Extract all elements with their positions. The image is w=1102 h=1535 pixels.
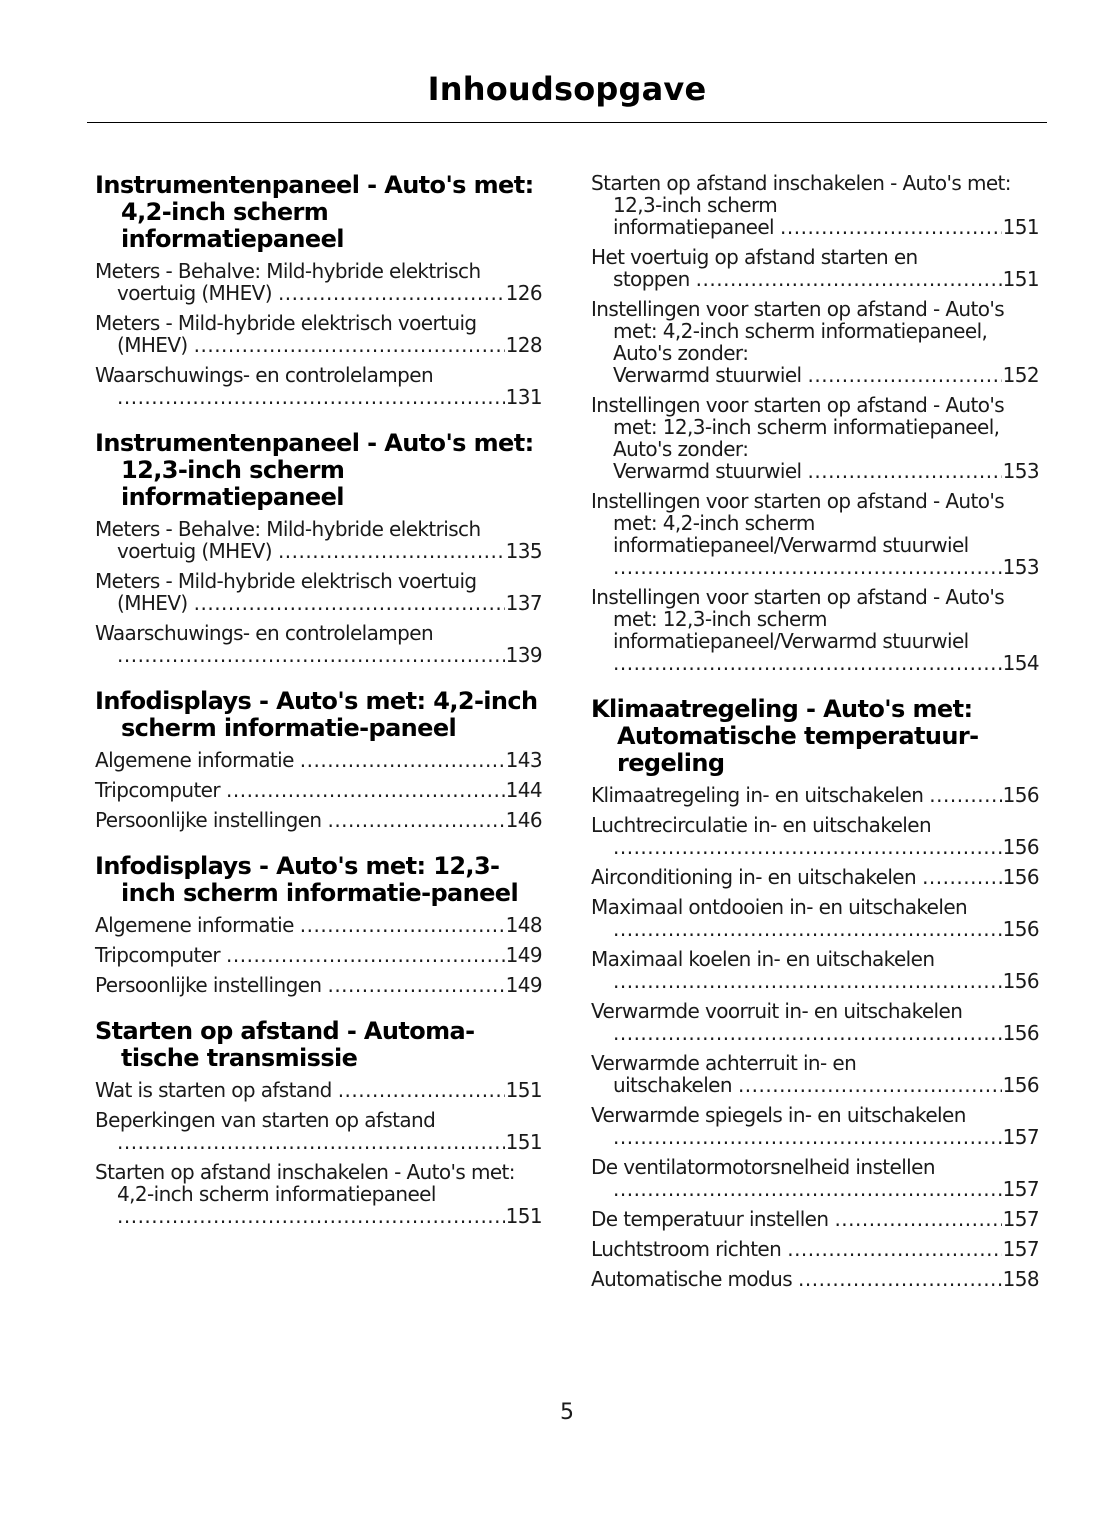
entry-text-tail: Automatische modus	[591, 1267, 793, 1291]
dot-leader	[613, 652, 1002, 674]
toc-entry[interactable]	[95, 944, 542, 966]
dot-leader	[808, 364, 1002, 386]
entry-leader-line	[117, 1205, 542, 1227]
entry-text: Verwarmde achterruit in- en	[591, 1051, 857, 1075]
entry-text-tail: (MHEV)	[117, 591, 188, 615]
entry-leader-line	[613, 1022, 1039, 1044]
dot-leader	[834, 1208, 1001, 1230]
entry-leader-line	[613, 918, 1039, 940]
entry-text-tail: De temperatuur instellen	[591, 1207, 829, 1231]
entry-text: Maximaal koelen in- en uitschakelen	[591, 947, 935, 971]
entry-page-number: 151	[1002, 267, 1039, 291]
entry-leader-line	[95, 944, 542, 966]
entry-leader-line	[591, 784, 1039, 806]
toc-column-left	[95, 172, 542, 1235]
toc-entry[interactable]	[591, 1104, 1039, 1148]
dot-leader	[327, 809, 504, 831]
dot-leader	[929, 784, 1001, 806]
entry-leader-line	[613, 216, 1039, 238]
toc-entry[interactable]	[95, 622, 542, 666]
entry-text-tail: (MHEV)	[117, 333, 188, 357]
dot-leader	[613, 836, 1002, 858]
dot-leader	[327, 974, 504, 996]
entry-page-number: 153	[1002, 459, 1039, 483]
entry-page-number: 157	[1002, 1177, 1039, 1201]
entry-page-number: 151	[505, 1204, 542, 1228]
section-title: Infodisplays - Auto's met: 12,3-inch scherm informatie-paneel	[95, 852, 519, 907]
toc-entry[interactable]	[95, 570, 542, 614]
entry-page-number: 156	[1002, 835, 1039, 859]
section-title: Klimaatregeling - Auto's met: Automatische temperatuur-regeling	[591, 695, 979, 777]
entry-page-number: 156	[1002, 865, 1039, 889]
entry-text: Instellingen voor starten op afstand - Auto's met: 4,2-inch scherm informatiepaneel, Auto's zonder:	[591, 297, 1005, 365]
entry-text-tail: Persoonlijke instellingen	[95, 973, 322, 997]
entry-text: Verwarmde voorruit in- en uitschakelen	[591, 999, 963, 1023]
toc-entry[interactable]	[95, 974, 542, 996]
entry-leader-line	[613, 652, 1039, 674]
toc-section	[95, 430, 542, 666]
entry-text: Verwarmde spiegels in- en uitschakelen	[591, 1103, 966, 1127]
toc-entry[interactable]	[591, 1238, 1039, 1260]
toc-entry[interactable]	[95, 364, 542, 408]
entry-page-number: 156	[1002, 969, 1039, 993]
entry-text: Instellingen voor starten op afstand - Auto's met: 12,3-inch scherm informatiepaneel, Auto's zonder:	[591, 393, 1005, 461]
entry-text-tail: Airconditioning in- en uitschakelen	[591, 865, 917, 889]
toc-entry[interactable]	[95, 1161, 542, 1227]
dot-leader	[226, 779, 505, 801]
entry-leader-line	[117, 644, 542, 666]
dot-leader	[613, 970, 1002, 992]
dot-leader	[738, 1074, 1002, 1096]
title-divider	[87, 122, 1047, 123]
entry-page-number: 151	[1002, 215, 1039, 239]
page-number: 5	[560, 1400, 574, 1425]
dot-leader	[278, 540, 505, 562]
entry-text: Waarschuwings- en controlelampen	[95, 621, 434, 645]
entry-text-tail: Algemene informatie	[95, 913, 294, 937]
dot-leader	[696, 268, 1002, 290]
entry-text-tail: Tripcomputer	[95, 943, 221, 967]
entry-text: Meters - Mild-hybride elektrisch voertuig	[95, 311, 477, 335]
toc-entry[interactable]	[591, 784, 1039, 806]
entry-page-number: 143	[505, 748, 542, 772]
entry-leader-line	[613, 460, 1039, 482]
dot-leader	[808, 460, 1002, 482]
section-title: Instrumentenpaneel - Auto's met: 12,3-inch scherm informatiepaneel	[95, 429, 534, 511]
entry-page-number: 148	[505, 913, 542, 937]
toc-entry[interactable]	[591, 896, 1039, 940]
toc-entry[interactable]	[95, 779, 542, 801]
entry-text-tail: uitschakelen	[613, 1073, 732, 1097]
dot-leader	[194, 592, 505, 614]
entry-leader-line	[117, 1131, 542, 1153]
entry-page-number: 157	[1002, 1125, 1039, 1149]
section-title: Starten op afstand - Automa-tische transmissie	[95, 1017, 475, 1072]
entry-leader-line	[95, 749, 542, 771]
toc-entry[interactable]	[591, 490, 1039, 578]
entry-leader-line	[591, 866, 1039, 888]
entry-page-number: 149	[505, 943, 542, 967]
page-title: Inhoudsopgave	[427, 70, 707, 108]
entry-leader-line	[95, 974, 542, 996]
entry-leader-line	[613, 1074, 1039, 1096]
toc-section	[591, 696, 1039, 1290]
entry-page-number: 139	[505, 643, 542, 667]
toc-entry[interactable]	[95, 749, 542, 771]
entry-page-number: 128	[505, 333, 542, 357]
dot-leader	[798, 1268, 1002, 1290]
entry-page-number: 156	[1002, 783, 1039, 807]
entry-text-tail: Verwarmd stuurwiel	[613, 363, 802, 387]
entry-text-tail: Wat is starten op afstand	[95, 1078, 332, 1102]
entry-page-number: 156	[1002, 1021, 1039, 1045]
entry-page-number: 154	[1002, 651, 1039, 675]
entry-page-number: 156	[1002, 1073, 1039, 1097]
dot-leader	[613, 1126, 1002, 1148]
entry-leader-line	[95, 1079, 542, 1101]
entry-page-number: 126	[505, 281, 542, 305]
entry-leader-line	[613, 970, 1039, 992]
entry-leader-line	[613, 1126, 1039, 1148]
toc-section	[95, 172, 542, 408]
entry-leader-line	[591, 1238, 1039, 1260]
entry-text: Maximaal ontdooien in- en uitschakelen	[591, 895, 968, 919]
dot-leader	[300, 749, 505, 771]
dot-leader	[117, 1131, 505, 1153]
entry-page-number: 158	[1002, 1267, 1039, 1291]
toc-section	[95, 853, 542, 996]
entry-leader-line	[591, 1208, 1039, 1230]
entry-page-number: 135	[505, 539, 542, 563]
entry-leader-line	[117, 282, 542, 304]
entry-page-number: 153	[1002, 555, 1039, 579]
entry-text: De ventilatormotorsnelheid instellen	[591, 1155, 935, 1179]
entry-leader-line	[95, 809, 542, 831]
entry-text: Meters - Mild-hybride elektrisch voertuig	[95, 569, 477, 593]
dot-leader	[613, 1022, 1002, 1044]
toc-entry[interactable]	[95, 1079, 542, 1101]
section-title: Infodisplays - Auto's met: 4,2-inch scherm informatie-paneel	[95, 687, 538, 742]
entry-leader-line	[117, 334, 542, 356]
entry-leader-line	[613, 1178, 1039, 1200]
dot-leader	[780, 216, 1002, 238]
toc-entry[interactable]	[95, 809, 542, 831]
entry-leader-line	[591, 1268, 1039, 1290]
toc-entry[interactable]	[591, 394, 1039, 482]
entry-leader-line	[95, 779, 542, 801]
entry-text-tail: Luchtstroom richten	[591, 1237, 782, 1261]
dot-leader	[613, 556, 1002, 578]
section-title: Instrumentenpaneel - Auto's met: 4,2-inch scherm informatiepaneel	[95, 171, 534, 253]
entry-page-number: 151	[505, 1130, 542, 1154]
entry-text: Meters - Behalve: Mild-hybride elektrisch	[95, 517, 481, 541]
entry-text: Starten op afstand inschakelen - Auto's met: 4,2-inch scherm informatiepaneel	[95, 1160, 515, 1206]
entry-page-number: 149	[505, 973, 542, 997]
entry-text: Starten op afstand inschakelen - Auto's met: 12,3-inch scherm	[591, 171, 1011, 217]
toc-entry[interactable]	[591, 1052, 1039, 1096]
dot-leader	[117, 644, 505, 666]
dot-leader	[278, 282, 505, 304]
entry-leader-line	[117, 592, 542, 614]
toc-section	[95, 688, 542, 831]
entry-text: Waarschuwings- en controlelampen	[95, 363, 434, 387]
entry-page-number: 157	[1002, 1207, 1039, 1231]
entry-text-tail: Klimaatregeling in- en uitschakelen	[591, 783, 924, 807]
toc-entry[interactable]	[95, 1109, 542, 1153]
entry-text-tail: Persoonlijke instellingen	[95, 808, 322, 832]
entry-text-tail: informatiepaneel	[613, 215, 775, 239]
dot-leader	[338, 1079, 505, 1101]
entry-page-number: 151	[505, 1078, 542, 1102]
toc-section	[591, 172, 1039, 674]
entry-text: Beperkingen van starten op afstand	[95, 1108, 436, 1132]
entry-text-tail: Tripcomputer	[95, 778, 221, 802]
toc-entry[interactable]	[591, 172, 1039, 238]
entry-page-number: 157	[1002, 1237, 1039, 1261]
entry-leader-line	[117, 540, 542, 562]
toc-entry[interactable]	[591, 1000, 1039, 1044]
dot-leader	[117, 386, 505, 408]
dot-leader	[613, 1178, 1002, 1200]
entry-text-tail: voertuig (MHEV)	[117, 539, 272, 563]
dot-leader	[613, 918, 1002, 940]
entry-leader-line	[613, 268, 1039, 290]
entry-leader-line	[613, 364, 1039, 386]
entry-text: Instellingen voor starten op afstand - Auto's met: 12,3-inch scherm informatiepaneel/Verwarmd stuurwiel	[591, 585, 1005, 653]
entry-page-number: 131	[505, 385, 542, 409]
entry-page-number: 146	[505, 808, 542, 832]
entry-page-number: 156	[1002, 917, 1039, 941]
dot-leader	[226, 944, 505, 966]
entry-text: Luchtrecirculatie in- en uitschakelen	[591, 813, 932, 837]
toc-entry[interactable]	[591, 814, 1039, 858]
toc-column-right	[591, 172, 1039, 1298]
toc-entry[interactable]	[591, 246, 1039, 290]
toc-entry[interactable]	[591, 298, 1039, 386]
entry-text-tail: Verwarmd stuurwiel	[613, 459, 802, 483]
entry-leader-line	[613, 836, 1039, 858]
toc-entry[interactable]	[95, 260, 542, 304]
toc-entry[interactable]	[95, 914, 542, 936]
toc-entry[interactable]	[591, 866, 1039, 888]
toc-entry[interactable]	[591, 1208, 1039, 1230]
toc-section	[95, 1018, 542, 1227]
dot-leader	[117, 1205, 505, 1227]
entry-text: Instellingen voor starten op afstand - Auto's met: 4,2-inch scherm informatiepaneel/Verwarmd stuurwiel	[591, 489, 1005, 557]
entry-leader-line	[613, 556, 1039, 578]
entry-text-tail: voertuig (MHEV)	[117, 281, 272, 305]
dot-leader	[787, 1238, 1001, 1260]
toc-entry[interactable]	[591, 948, 1039, 992]
toc-entry[interactable]	[591, 1156, 1039, 1200]
entry-leader-line	[95, 914, 542, 936]
toc-entry[interactable]	[591, 1268, 1039, 1290]
dot-leader	[922, 866, 1002, 888]
entry-text-tail: stoppen	[613, 267, 690, 291]
entry-page-number: 137	[505, 591, 542, 615]
toc-entry[interactable]	[95, 518, 542, 562]
entry-text-tail: Algemene informatie	[95, 748, 294, 772]
entry-page-number: 152	[1002, 363, 1039, 387]
toc-entry[interactable]	[591, 586, 1039, 674]
entry-text: Het voertuig op afstand starten en	[591, 245, 918, 269]
dot-leader	[194, 334, 505, 356]
dot-leader	[300, 914, 505, 936]
entry-page-number: 144	[505, 778, 542, 802]
entry-leader-line	[117, 386, 542, 408]
entry-text: Meters - Behalve: Mild-hybride elektrisch	[95, 259, 481, 283]
toc-entry[interactable]	[95, 312, 542, 356]
